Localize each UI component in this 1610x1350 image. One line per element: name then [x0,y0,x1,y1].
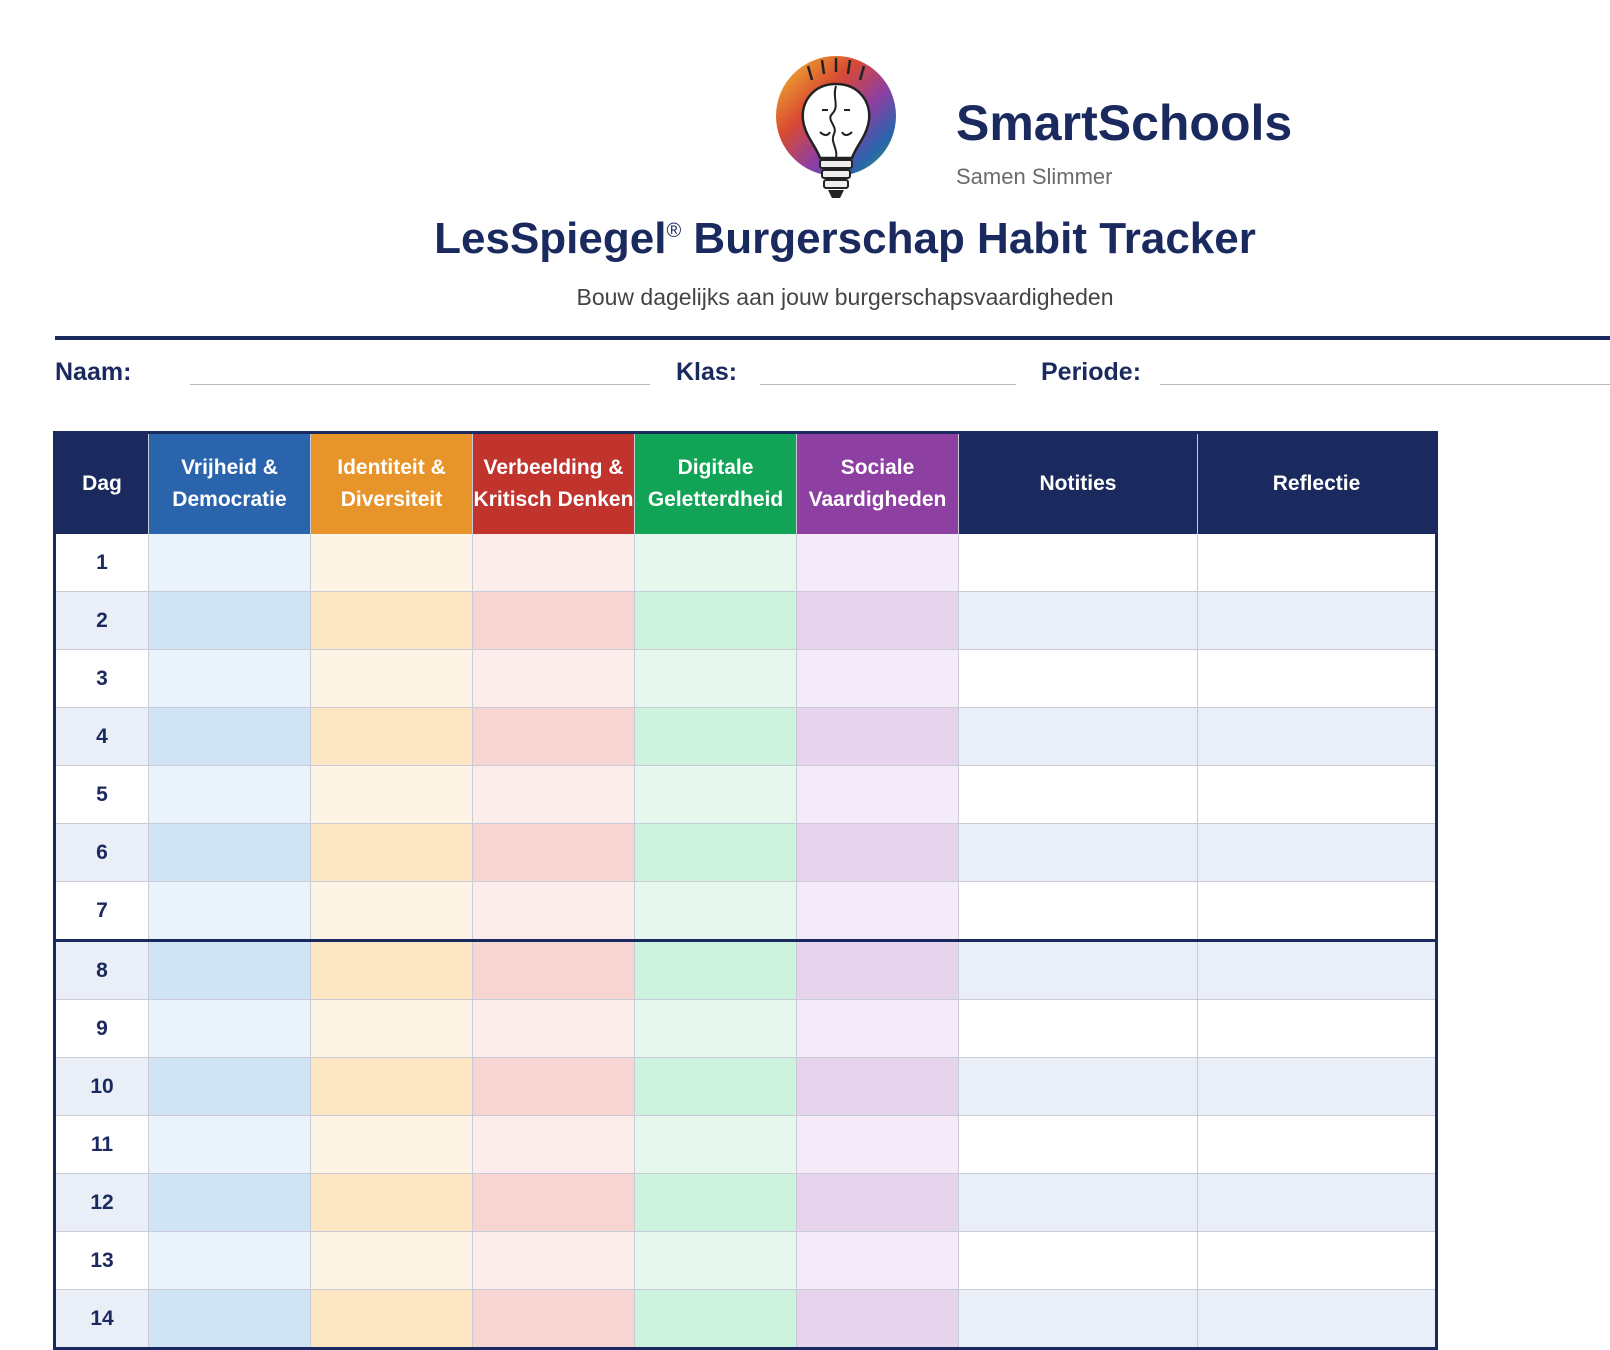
day-row [55,1174,1437,1232]
habit-checkbox-cell[interactable] [149,824,311,882]
habit-checkbox-cell[interactable] [149,1000,311,1058]
header-line-1: Digitale [677,456,754,479]
header-notities: Notities [959,433,1198,535]
habit-checkbox-cell[interactable] [797,534,959,592]
habit-checkbox-cell[interactable] [797,1290,959,1349]
habit-checkbox-cell[interactable] [149,650,311,708]
day-row [55,708,1437,766]
registered-mark: ® [666,220,682,242]
habit-checkbox-cell[interactable] [635,1000,797,1058]
habit-checkbox-cell[interactable] [311,592,473,650]
habit-checkbox-cell[interactable] [635,824,797,882]
page-subtitle: Bouw dagelijks aan jouw burgerschapsvaardigheden [576,284,1114,310]
habit-checkbox-cell[interactable] [635,1232,797,1290]
habit-checkbox-cell[interactable] [635,1290,797,1349]
habit-checkbox-cell[interactable] [473,824,635,882]
habit-checkbox-cell[interactable] [311,650,473,708]
notities-cell[interactable] [959,708,1198,766]
title-main: LesSpiegel [434,214,667,263]
day-number: 10 [55,1058,149,1116]
notities-cell[interactable] [959,534,1198,592]
periode-field[interactable] [1160,384,1610,385]
habit-checkbox-cell[interactable] [635,650,797,708]
habit-checkbox-cell[interactable] [311,1174,473,1232]
header-divider [55,336,1610,340]
day-number: 6 [55,824,149,882]
habit-checkbox-cell[interactable] [797,1116,959,1174]
header-line-1: Identiteit & [337,456,446,479]
habit-checkbox-cell[interactable] [149,708,311,766]
tracker-body [55,534,1437,1349]
brand-name: SmartSchools [956,95,1293,151]
habit-checkbox-cell[interactable] [311,534,473,592]
day-row [55,1000,1437,1058]
day-number: 7 [55,882,149,941]
habit-checkbox-cell[interactable] [149,1174,311,1232]
day-number: 12 [55,1174,149,1232]
notities-cell[interactable] [959,1232,1198,1290]
notities-cell[interactable] [959,592,1198,650]
reflectie-cell[interactable] [1198,766,1437,824]
habit-checkbox-cell[interactable] [797,592,959,650]
naam-field[interactable] [190,384,650,385]
habit-checkbox-cell[interactable] [473,1058,635,1116]
header-line-2: Diversiteit [340,488,443,511]
day-number: 11 [55,1116,149,1174]
habit-checkbox-cell[interactable] [473,882,635,941]
habit-checkbox-cell[interactable] [311,1232,473,1290]
header-reflectie: Reflectie [1198,433,1437,535]
habit-checkbox-cell[interactable] [797,1000,959,1058]
habit-checkbox-cell[interactable] [635,1116,797,1174]
day-row [55,534,1437,592]
reflectie-cell[interactable] [1198,824,1437,882]
day-row [55,941,1437,1000]
habit-checkbox-cell[interactable] [473,941,635,1000]
day-number: 5 [55,766,149,824]
reflectie-cell[interactable] [1198,592,1437,650]
habit-checkbox-cell[interactable] [149,1116,311,1174]
habit-checkbox-cell[interactable] [473,1000,635,1058]
header-line-2: Vaardigheden [808,488,947,511]
habit-checkbox-cell[interactable] [473,708,635,766]
header-line-2: Kritisch Denken [473,488,634,511]
notities-cell[interactable] [959,941,1198,1000]
habit-checkbox-cell[interactable] [311,708,473,766]
notities-cell[interactable] [959,1000,1198,1058]
habit-checkbox-cell[interactable] [797,941,959,1000]
header-identiteit-diversiteit [311,433,473,535]
habit-checkbox-cell[interactable] [473,534,635,592]
habit-tracker-table [53,431,1438,1350]
title-rest: Burgerschap Habit Tracker [681,214,1256,263]
header-line-1: Sociale [840,456,915,479]
habit-checkbox-cell[interactable] [635,534,797,592]
day-row [55,824,1437,882]
habit-checkbox-cell[interactable] [473,1290,635,1349]
habit-checkbox-cell[interactable] [149,1232,311,1290]
notities-cell[interactable] [959,650,1198,708]
day-row [55,1116,1437,1174]
day-number: 2 [55,592,149,650]
reflectie-cell[interactable] [1198,1174,1437,1232]
habit-checkbox-cell[interactable] [797,824,959,882]
header-sociale-vaardigheden [797,433,959,535]
page-title [0,214,1610,264]
day-row [55,1290,1437,1349]
day-number: 9 [55,1000,149,1058]
habit-checkbox-cell[interactable] [473,766,635,824]
header-verbeelding-kritisch-denken [473,433,635,535]
habit-checkbox-cell[interactable] [149,1058,311,1116]
habit-checkbox-cell[interactable] [311,824,473,882]
periode-label: Periode: [1041,358,1142,386]
day-row [55,650,1437,708]
habit-checkbox-cell[interactable] [473,592,635,650]
notities-cell[interactable] [959,766,1198,824]
habit-checkbox-cell[interactable] [797,766,959,824]
header-line-1: Vrijheid & [181,456,278,479]
reflectie-cell[interactable] [1198,1000,1437,1058]
day-number: 13 [55,1232,149,1290]
habit-checkbox-cell[interactable] [797,1232,959,1290]
habit-checkbox-cell[interactable] [149,592,311,650]
day-number: 4 [55,708,149,766]
reflectie-cell[interactable] [1198,1116,1437,1174]
notities-cell[interactable] [959,1058,1198,1116]
day-row [55,882,1437,941]
header-line-1: Verbeelding & [483,456,624,479]
habit-checkbox-cell[interactable] [149,766,311,824]
header-line-2: Democratie [172,488,287,511]
smartschools-logo [768,54,904,204]
notities-cell[interactable] [959,882,1198,941]
header-digitale-geletterdheid [635,433,797,535]
habit-checkbox-cell[interactable] [311,1058,473,1116]
habit-checkbox-cell[interactable] [635,882,797,941]
habit-checkbox-cell[interactable] [311,1290,473,1349]
day-number: 3 [55,650,149,708]
reflectie-cell[interactable] [1198,1232,1437,1290]
day-row [55,1058,1437,1116]
day-row [55,592,1437,650]
habit-checkbox-cell[interactable] [635,592,797,650]
notities-cell[interactable] [959,1290,1198,1349]
habit-checkbox-cell[interactable] [797,708,959,766]
habit-checkbox-cell[interactable] [797,882,959,941]
habit-checkbox-cell[interactable] [311,882,473,941]
habit-checkbox-cell[interactable] [473,1116,635,1174]
habit-checkbox-cell[interactable] [473,650,635,708]
habit-checkbox-cell[interactable] [473,1174,635,1232]
reflectie-cell[interactable] [1198,1058,1437,1116]
habit-checkbox-cell[interactable] [149,941,311,1000]
day-number: 14 [55,1290,149,1349]
habit-checkbox-cell[interactable] [311,1116,473,1174]
habit-checkbox-cell[interactable] [797,1174,959,1232]
reflectie-cell[interactable] [1198,708,1437,766]
reflectie-cell[interactable] [1198,941,1437,1000]
reflectie-cell[interactable] [1198,534,1437,592]
habit-checkbox-cell[interactable] [473,1232,635,1290]
klas-field[interactable] [760,384,1016,385]
notities-cell[interactable] [959,1116,1198,1174]
notities-cell[interactable] [959,1174,1198,1232]
day-row [55,766,1437,824]
reflectie-cell[interactable] [1198,1290,1437,1349]
header-dag: Dag [55,433,149,535]
naam-label: Naam: [55,358,132,386]
habit-checkbox-cell[interactable] [797,650,959,708]
habit-checkbox-cell[interactable] [311,941,473,1000]
table-header-row [55,433,1437,535]
habit-checkbox-cell[interactable] [311,766,473,824]
day-row [55,1232,1437,1290]
brand-tagline: Samen Slimmer [956,164,1113,189]
habit-checkbox-cell[interactable] [149,534,311,592]
header-line-2: Geletterdheid [647,488,784,511]
habit-checkbox-cell[interactable] [311,1000,473,1058]
habit-checkbox-cell[interactable] [149,882,311,941]
habit-checkbox-cell[interactable] [149,1290,311,1349]
habit-checkbox-cell[interactable] [635,766,797,824]
klas-label: Klas: [676,358,738,386]
reflectie-cell[interactable] [1198,650,1437,708]
header-vrijheid-democratie [149,433,311,535]
notities-cell[interactable] [959,824,1198,882]
habit-checkbox-cell[interactable] [635,708,797,766]
habit-checkbox-cell[interactable] [635,941,797,1000]
day-number: 8 [55,941,149,1000]
day-number: 1 [55,534,149,592]
habit-checkbox-cell[interactable] [635,1174,797,1232]
habit-checkbox-cell[interactable] [635,1058,797,1116]
reflectie-cell[interactable] [1198,882,1437,941]
habit-checkbox-cell[interactable] [797,1058,959,1116]
